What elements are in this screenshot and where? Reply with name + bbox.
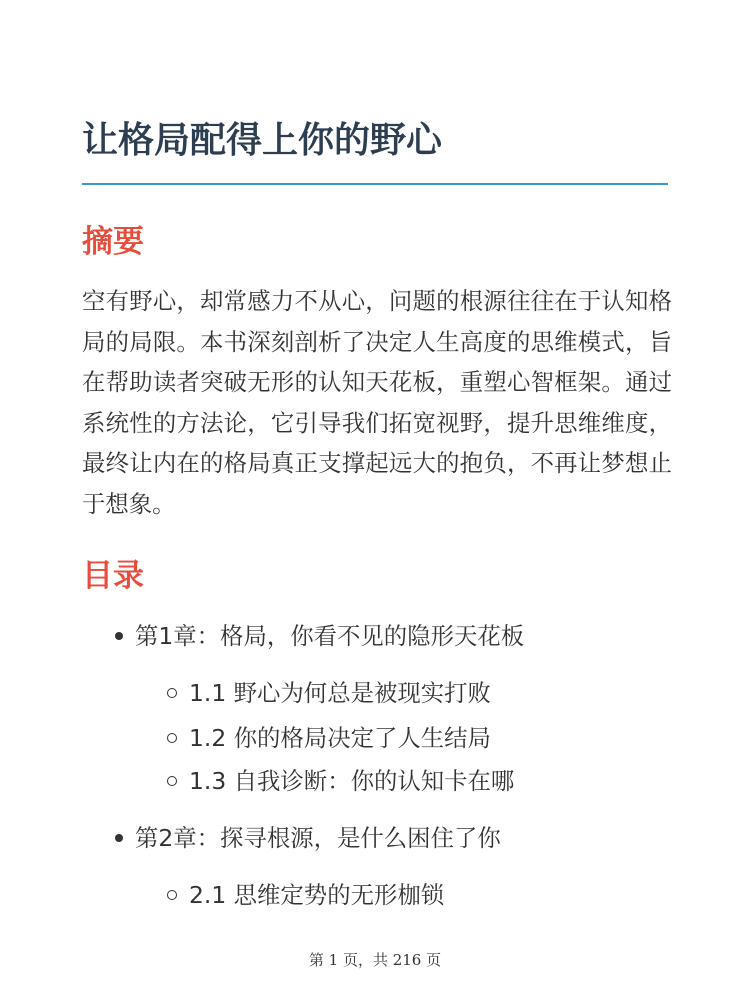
- bullet-circle-icon: [167, 890, 177, 900]
- toc-section-1-2: [189, 722, 491, 754]
- toc-section-1-2-label: 1.2 你的格局决定了人生结局: [189, 724, 491, 752]
- toc-section-1-3: [189, 765, 514, 797]
- toc-chapter-1: [135, 620, 524, 652]
- toc-section-2-1: [189, 879, 444, 911]
- toc-section-2-1-label: 2.1 思维定势的无形枷锁: [189, 881, 445, 909]
- bullet-dot-icon: [115, 632, 123, 640]
- summary-text: 空有野心，却常感力不从心，问题的根源往往在于认知格局的局限。本书深刻剖析了决定人生高度的思维模式，旨在帮助读者突破无形的认知天花板，重塑心智框架。通过系统性的方法论，它引导我们拓宽视野，提升思维维度，最终让内在的格局真正支撑起远大的抱负，不再让梦想止于想象。: [82, 287, 672, 518]
- toc-chapter-2: [135, 822, 501, 854]
- bullet-circle-icon: [167, 688, 177, 698]
- bullet-circle-icon: [167, 776, 177, 786]
- bullet-dot-icon: [115, 834, 123, 842]
- bullet-circle-icon: [167, 733, 177, 743]
- toc-section-1-1-label: 1.1 野心为何总是被现实打败: [189, 679, 491, 707]
- summary-heading: 摘要: [82, 224, 144, 260]
- toc-section-1-3-label: 1.3 自我诊断：你的认知卡在哪: [189, 767, 515, 795]
- page-footer: 第 1 页，共 216 页: [308, 951, 442, 969]
- toc-heading: 目录: [82, 558, 144, 594]
- page-title: 让格局配得上你的野心: [82, 120, 443, 161]
- toc-section-1-1: [189, 677, 491, 709]
- toc-chapter-2-label: 第2章：探寻根源，是什么困住了你: [135, 824, 501, 852]
- toc-chapter-1-label: 第1章：格局，你看不见的隐形天花板: [135, 622, 525, 650]
- title-divider: [82, 183, 668, 185]
